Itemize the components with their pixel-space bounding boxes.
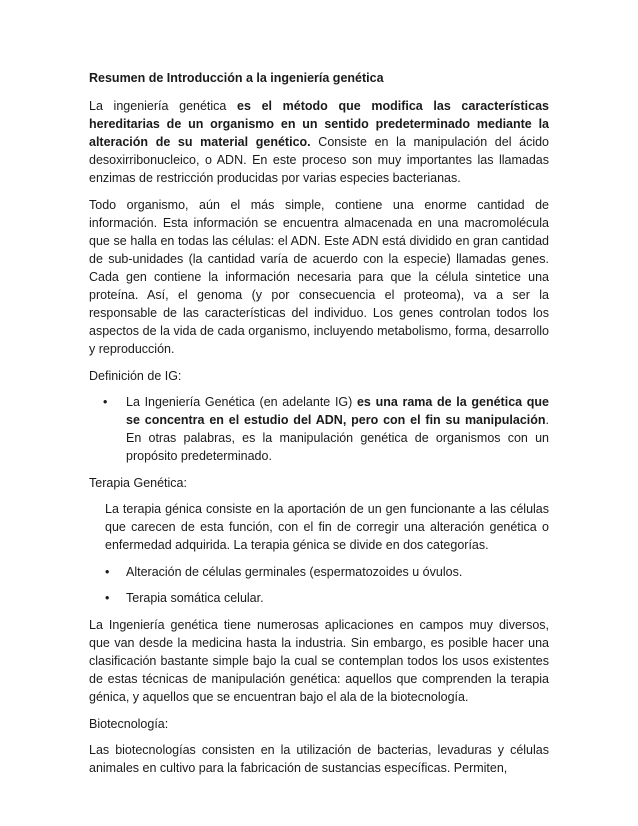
paragraph-aplicaciones: La Ingeniería genética tiene numerosas aplicaciones en campos muy diversos, que van desde la medicina hasta la industria. Sin embargo, es posible hacer una clasificación bastante simple bajo la cual se contemplan todos los usos existentes de estas técnicas de manipulación genética: aquellos que comprenden la terapia génica, y aquellos que se encuentran bajo el ala de la biotecnología.: [89, 618, 549, 704]
paragraph-biotecnologia: Las biotecnologías consisten en la utilización de bacterias, levaduras y células animales en cultivo para la fabricación de sustancias específicas. Permiten,: [89, 743, 549, 775]
intro-text-end: Consiste en la manipulación del ácido desoxirribonucleico, o ADN. En este proceso son muy importantes las llamadas enzimas de restricción producidas por varias especies bacterianas.: [89, 135, 550, 185]
terapia-block: [89, 500, 549, 607]
paragraph-terapia: La terapia génica consiste en la aportación de un gen funcionante a las células que carecen de esta función, con el fin de corregir una alteración genética o enfermedad adquirida. La terapia génica se divide en dos categorías.: [105, 502, 549, 552]
document-body: [89, 69, 549, 786]
document-title: Resumen de Introducción a la ingeniería genética: [89, 71, 384, 85]
section-heading-terapia: Terapia Genética:: [89, 476, 187, 490]
definition-text-start: La Ingeniería Genética (en adelante IG): [126, 395, 357, 409]
section-heading-biotecnologia: Biotecnología:: [89, 717, 169, 731]
intro-text-start: La ingeniería genética: [89, 99, 238, 113]
terapia-list: [105, 563, 549, 607]
definition-text-end: . En otras palabras, es la manipulación genética de organismos con un propósito predeterminado.: [126, 413, 549, 463]
paragraph-intro: [89, 97, 549, 187]
terapia-item-text: Terapia somática celular.: [126, 591, 264, 605]
intro-definition-bold: es el método que modifica las características hereditarias de un organismo en un sentido predeterminado mediante la alteración de su material genético.: [89, 99, 549, 149]
section-heading-definicion: Definición de IG:: [89, 369, 182, 383]
paragraph-organisms: Todo organismo, aún el más simple, contiene una enorme cantidad de información. Esta información se encuentra almacenada en una macromolécula que se halla en todas las células: el ADN. Este ADN está dividido en gran cantidad de sub-unidades (la cantidad varía de acuerdo con la especie) llamadas genes. Cada gen contiene la información necesaria para que la célula sintetice una proteína. Así, el genoma (y por consecuencia el proteoma), va a ser la responsable de las características del individuo. Los genes controlan todos los aspectos de la vida de cada organismo, incluyendo metabolismo, forma, desarrollo y reproducción.: [89, 198, 549, 356]
list-item: [105, 563, 549, 581]
bullet-glyph: •: [103, 395, 108, 409]
bullet-glyph: •: [105, 565, 110, 579]
terapia-item-text: Alteración de células germinales (espermatozoides u óvulos.: [126, 565, 463, 579]
definition-bold: es una rama de la genética que se concentra en el estudio del ADN, pero con el fin su manipulación: [126, 395, 549, 427]
bullet-glyph: •: [105, 591, 110, 605]
list-item: [89, 393, 549, 465]
definition-list: [89, 393, 549, 465]
list-item: [105, 589, 549, 607]
